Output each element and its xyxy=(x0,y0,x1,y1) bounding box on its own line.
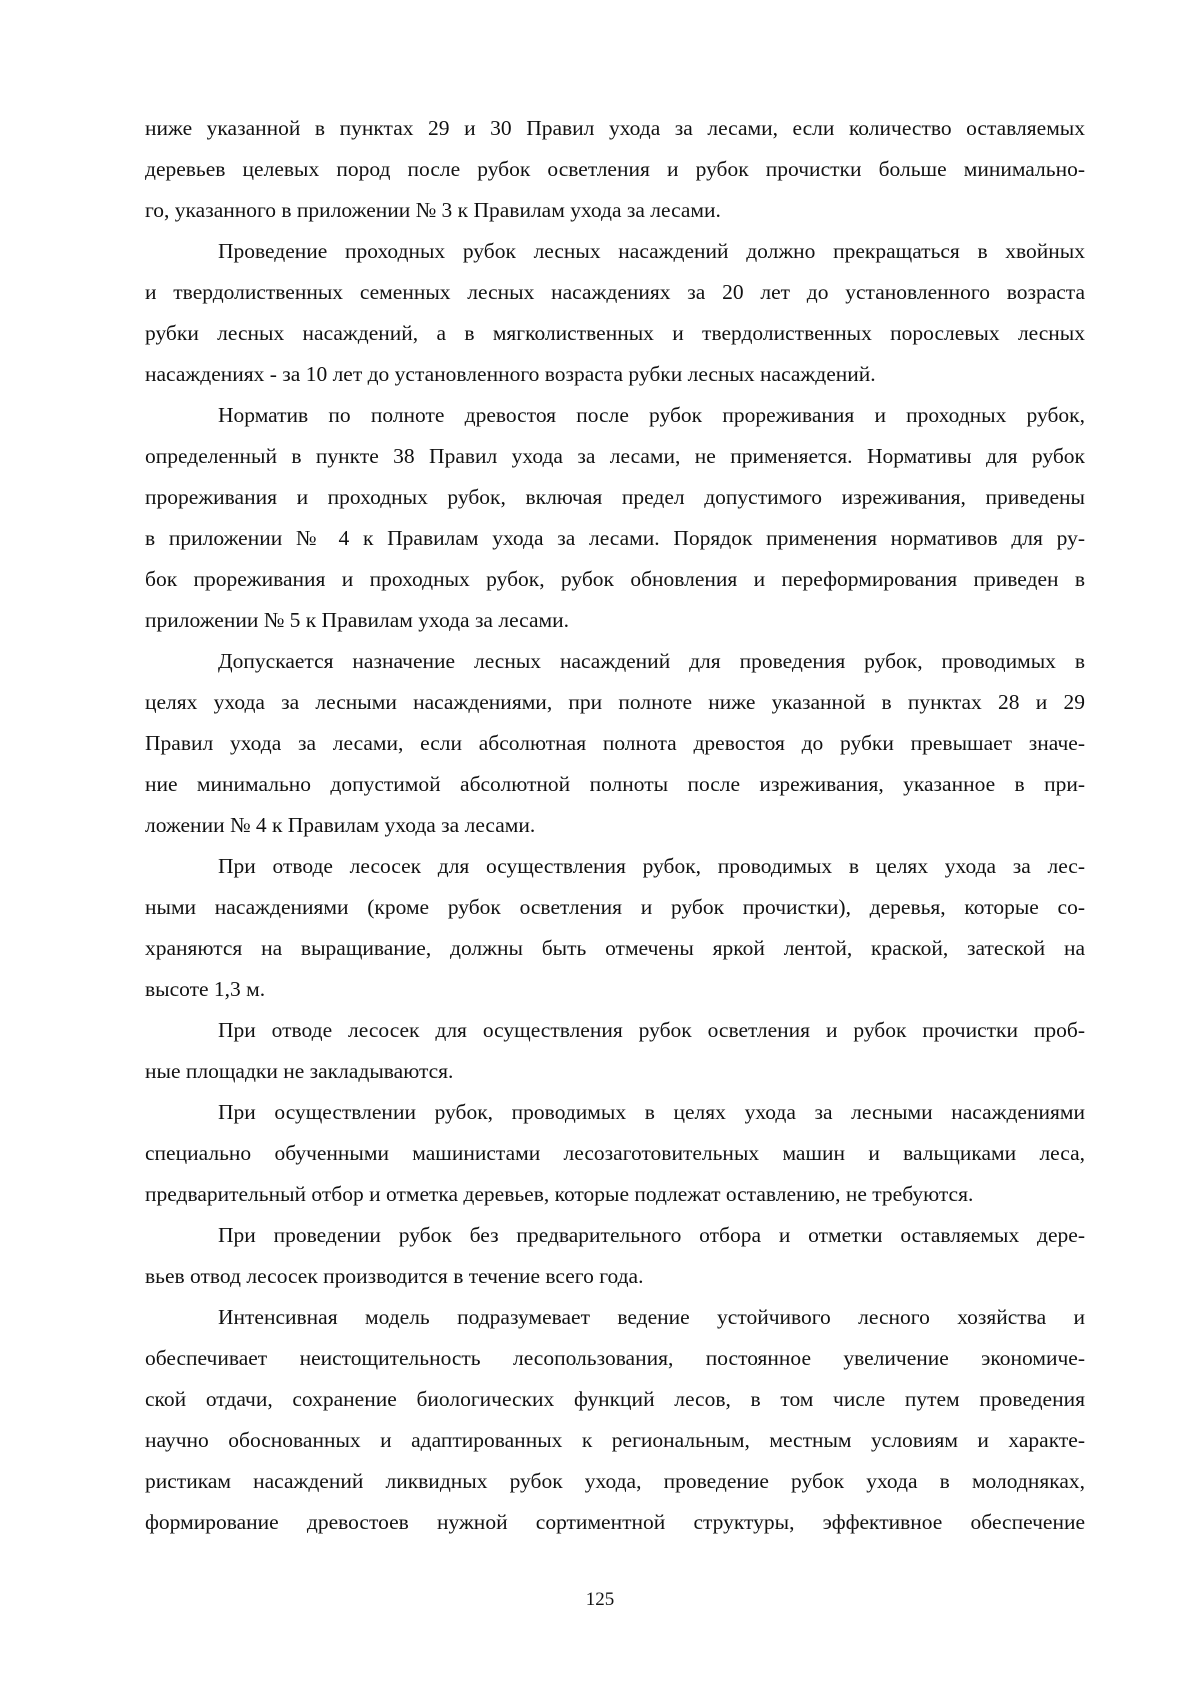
text-line: предварительный отбор и отметка деревьев, которые подлежат оставлению, не требуются. xyxy=(145,1182,974,1206)
text-line: ниже указанной в пунктах 29 и 30 Правил ухода за лесами, если количество оставляемых xyxy=(145,116,1085,140)
text-line: Проведение проходных рубок лесных насаждений должно прекращаться в хвойных xyxy=(218,239,1085,263)
text-line: ристикам насаждений ликвидных рубок ухода, проведение рубок ухода в молодняках, xyxy=(145,1469,1085,1493)
paragraph xyxy=(145,846,1085,1010)
text-line: Допускается назначение лесных насаждений для проведения рубок, проводимых в xyxy=(218,649,1085,673)
text-line: При проведении рубок без предварительного отбора и отметки оставляемых дере- xyxy=(218,1223,1085,1247)
paragraph xyxy=(145,1297,1085,1543)
text-line: ные площадки не закладываются. xyxy=(145,1059,454,1083)
text-line: бок прореживания и проходных рубок, рубок обновления и переформирования приведен в xyxy=(145,567,1085,591)
text-line: храняются на выращивание, должны быть отмечены яркой лентой, краской, затеской на xyxy=(145,936,1085,960)
text-line: вьев отвод лесосек производится в течение всего года. xyxy=(145,1264,644,1288)
text-line: При осуществлении рубок, проводимых в целях ухода за лесными насаждениями xyxy=(218,1100,1085,1124)
paragraph xyxy=(145,395,1085,641)
text-line: ложении № 4 к Правилам ухода за лесами. xyxy=(145,813,536,837)
text-line: При отводе лесосек для осуществления рубок, проводимых в целях ухода за лес- xyxy=(218,854,1085,878)
text-line: го, указанного в приложении № 3 к Правилам ухода за лесами. xyxy=(145,198,721,222)
text-line: целях ухода за лесными насаждениями, при полноте ниже указанной в пунктах 28 и 29 xyxy=(145,690,1085,714)
text-line: Норматив по полноте древостоя после рубок прореживания и проходных рубок, xyxy=(218,403,1085,427)
text-line: рубки лесных насаждений, а в мягколиственных и твердолиственных порослевых лесных xyxy=(145,321,1085,345)
text-line: ской отдачи, сохранение биологических функций лесов, в том числе путем проведения xyxy=(145,1387,1085,1411)
text-line: определенный в пункте 38 Правил ухода за лесами, не применяется. Нормативы для рубок xyxy=(145,444,1085,468)
text-line: Интенсивная модель подразумевает ведение устойчивого лесного хозяйства и xyxy=(218,1305,1085,1329)
document-page xyxy=(145,108,1085,1543)
paragraph xyxy=(145,231,1085,395)
text-line: формирование древостоев нужной сортиментной структуры, эффективное обеспечение xyxy=(145,1510,1085,1534)
text-line: ными насаждениями (кроме рубок осветления и рубок прочистки), деревья, которые со- xyxy=(145,895,1085,919)
text-line: насаждениях - за 10 лет до установленного возраста рубки лесных насаждений. xyxy=(145,362,876,386)
text-line: специально обученными машинистами лесозаготовительных машин и вальщиками леса, xyxy=(145,1141,1085,1165)
text-line: обеспечивает неистощительность лесопользования, постоянное увеличение экономиче- xyxy=(145,1346,1085,1370)
text-line: ние минимально допустимой абсолютной полноты после изреживания, указанное в при- xyxy=(145,772,1085,796)
text-line: При отводе лесосек для осуществления рубок осветления и рубок прочистки проб- xyxy=(218,1018,1085,1042)
text-line: и твердолиственных семенных лесных насаждениях за 20 лет до установленного возраста xyxy=(145,280,1085,304)
page-number: 125 xyxy=(585,1589,615,1610)
text-line: Правил ухода за лесами, если абсолютная полнота древостоя до рубки превышает значе- xyxy=(145,731,1085,755)
text-line: прореживания и проходных рубок, включая предел допустимого изреживания, приведены xyxy=(145,485,1085,509)
paragraph xyxy=(145,641,1085,846)
paragraph xyxy=(145,1010,1085,1092)
text-line: высоте 1,3 м. xyxy=(145,977,266,1001)
text-line: в приложении № 4 к Правилам ухода за лесами. Порядок применения нормативов для ру- xyxy=(145,526,1085,550)
text-line: приложении № 5 к Правилам ухода за лесами. xyxy=(145,608,569,632)
text-line: научно обоснованных и адаптированных к региональным, местным условиям и характе- xyxy=(145,1428,1085,1452)
paragraph xyxy=(145,1092,1085,1215)
paragraph xyxy=(145,1215,1085,1297)
text-line: деревьев целевых пород после рубок осветления и рубок прочистки больше минимально- xyxy=(145,157,1085,181)
paragraph xyxy=(145,108,1085,231)
